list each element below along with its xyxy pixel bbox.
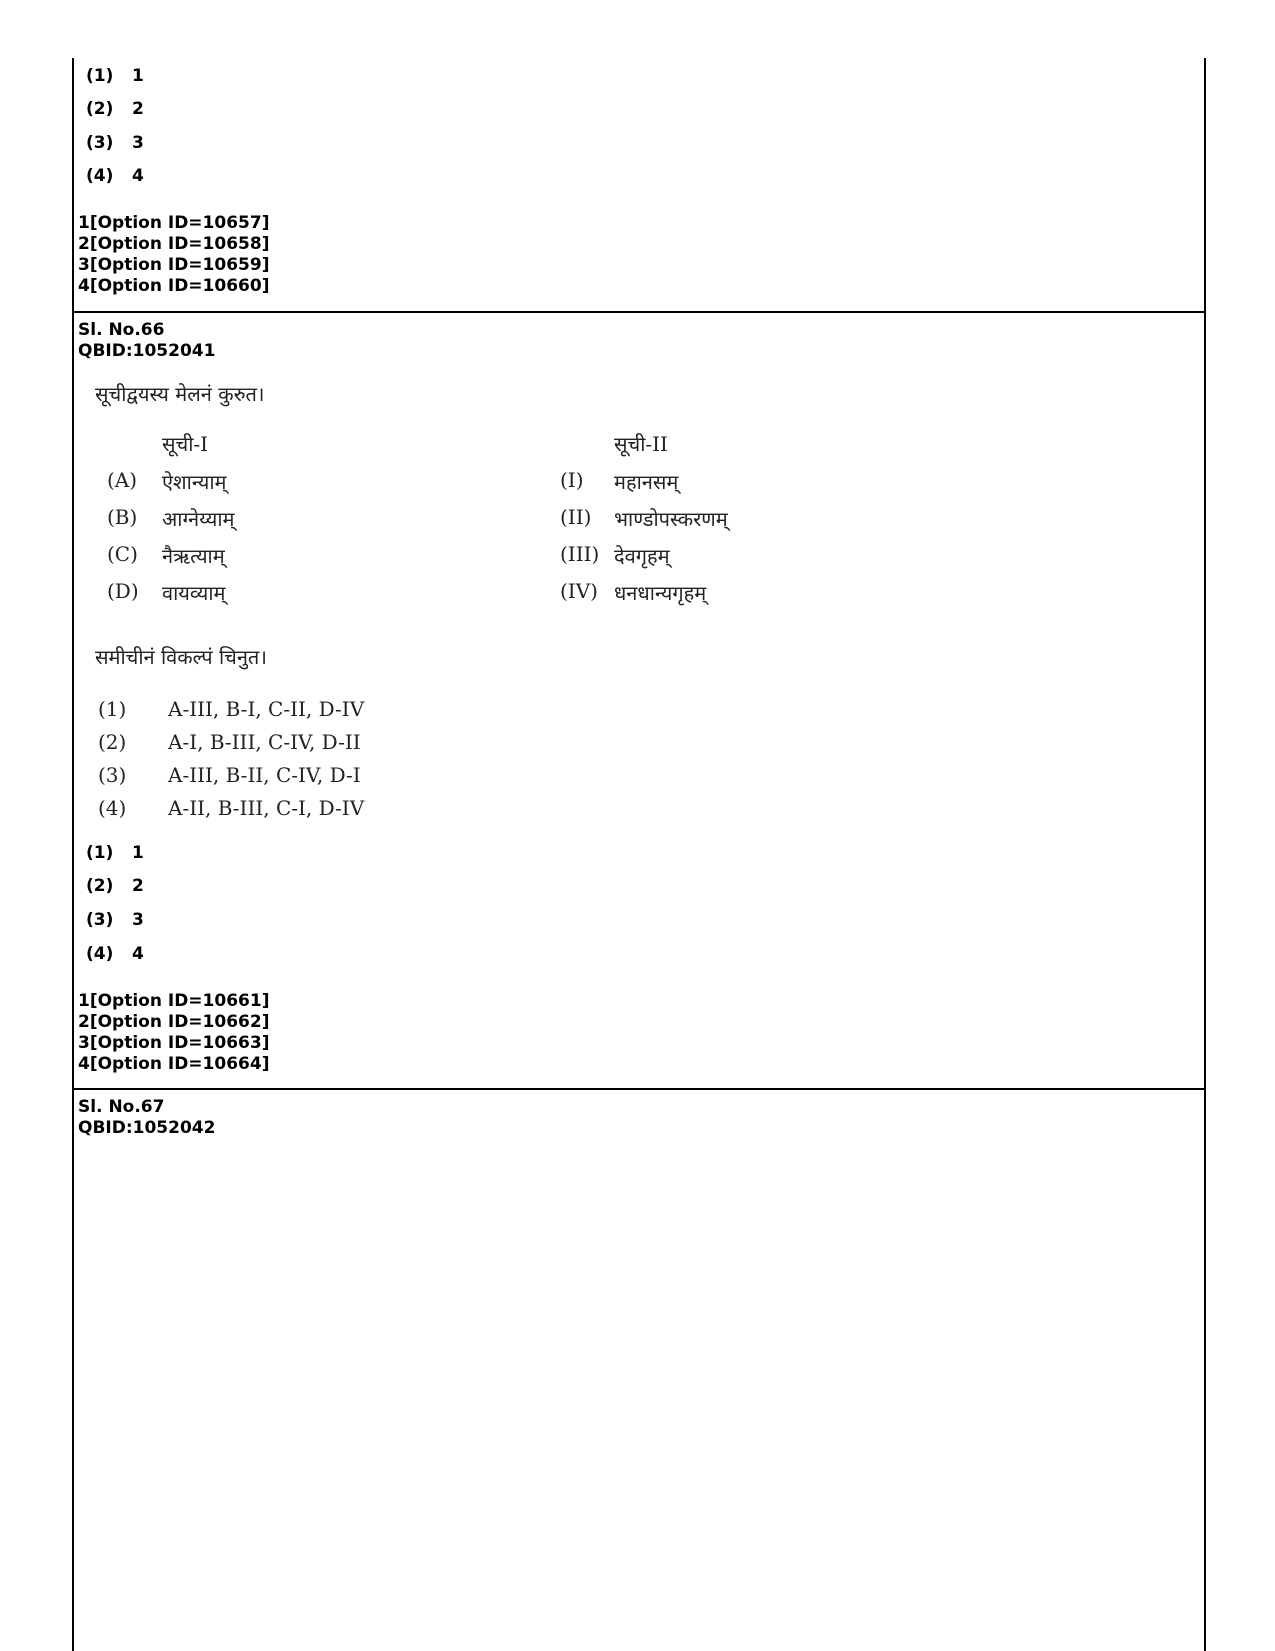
choice-text: A-III, B-I, C-II, D-IV <box>168 697 365 721</box>
option-id-line: 2[Option ID=10662] <box>78 1012 270 1032</box>
answer-option-4[interactable]: (4) 4 <box>86 166 144 186</box>
list2-label: (II) <box>560 505 592 529</box>
divider <box>72 311 1206 313</box>
qbid: QBID:1052042 <box>78 1118 216 1138</box>
list1-label: (C) <box>107 542 138 566</box>
prev-option-ids <box>78 213 269 297</box>
q66-instruction: सूचीद्वयस्य मेलनं कुरुत। <box>95 382 265 406</box>
list2-header: सूची-II <box>614 432 668 456</box>
list1-item: आग्नेय्याम् <box>162 507 235 531</box>
list1-label: (A) <box>107 468 138 492</box>
qbid: QBID:1052041 <box>78 341 216 361</box>
q66-header <box>78 320 215 362</box>
choice-text: A-III, B-II, C-IV, D-I <box>168 763 361 787</box>
answer-option-1[interactable]: (1) 1 <box>86 843 144 863</box>
answer-option-2[interactable]: (2) 2 <box>86 99 144 119</box>
choice-text: A-II, B-III, C-I, D-IV <box>168 796 365 820</box>
list1-item: ऐशान्याम् <box>162 470 227 494</box>
list1-header: सूची-I <box>162 432 209 456</box>
list2-label: (IV) <box>560 579 598 603</box>
option-id-line: 1[Option ID=10657] <box>78 213 270 233</box>
answer-option-3[interactable]: (3) 3 <box>86 133 144 153</box>
option-id-line: 1[Option ID=10661] <box>78 991 270 1011</box>
list2-label: (I) <box>560 468 584 492</box>
divider <box>72 1088 1206 1090</box>
list2-item: महानसम् <box>614 470 679 494</box>
list2-item: भाण्डोपस्करणम् <box>614 507 728 531</box>
q66-choose-text: समीचीनं विकल्पं चिनुत। <box>95 645 267 669</box>
list1-label: (D) <box>107 579 139 603</box>
answer-option-3[interactable]: (3) 3 <box>86 910 144 930</box>
option-id-line: 3[Option ID=10659] <box>78 255 270 275</box>
choice-number: (2) <box>98 730 127 754</box>
serial-number: Sl. No.66 <box>78 320 165 340</box>
list2-item: देवगृहम् <box>614 544 670 568</box>
list1-label: (B) <box>107 505 138 529</box>
option-id-line: 4[Option ID=10664] <box>78 1054 270 1074</box>
q67-header <box>78 1097 215 1139</box>
q66-option-ids <box>78 991 269 1075</box>
answer-option-4[interactable]: (4) 4 <box>86 944 144 964</box>
choice-number: (3) <box>98 763 127 787</box>
answer-option-1[interactable]: (1) 1 <box>86 66 144 86</box>
choice-number: (4) <box>98 796 127 820</box>
option-id-line: 4[Option ID=10660] <box>78 276 270 296</box>
choice-text: A-I, B-III, C-IV, D-II <box>168 730 361 754</box>
option-id-line: 2[Option ID=10658] <box>78 234 270 254</box>
serial-number: Sl. No.67 <box>78 1097 165 1117</box>
list2-label: (III) <box>560 542 600 566</box>
list1-item: नैऋत्याम् <box>162 544 225 568</box>
list1-item: वायव्याम् <box>162 581 226 605</box>
list2-item: धनधान्यगृहम् <box>614 581 707 605</box>
choice-number: (1) <box>98 697 127 721</box>
option-id-line: 3[Option ID=10663] <box>78 1033 270 1053</box>
answer-option-2[interactable]: (2) 2 <box>86 876 144 896</box>
